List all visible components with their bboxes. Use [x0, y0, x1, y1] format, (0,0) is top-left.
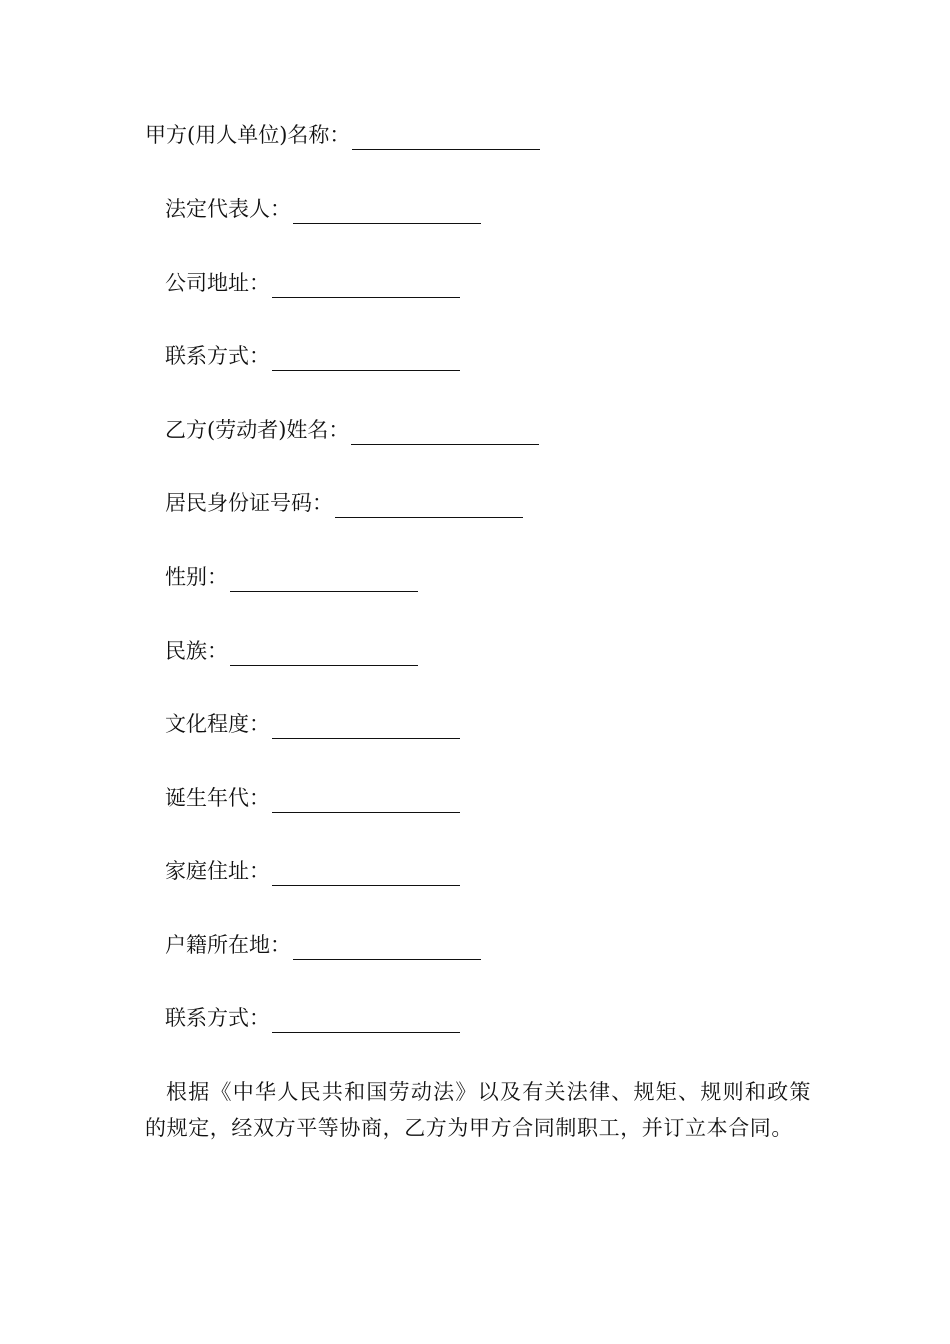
fill-in-blank[interactable] — [272, 790, 460, 813]
field-label: 性别： — [165, 565, 228, 589]
intro-paragraph: 根据《中华人民共和国劳动法》以及有关法律、规矩、规则和政策的规定，经双方平等协商，乙方为甲方合同制职工，并订立本合同。 — [145, 1080, 811, 1140]
field-label: 户籍所在地： — [165, 933, 291, 957]
fill-in-blank[interactable] — [351, 422, 539, 445]
gender-field — [165, 562, 418, 592]
fill-in-blank[interactable] — [293, 937, 481, 960]
fill-in-blank[interactable] — [272, 348, 460, 371]
field-label: 联系方式： — [165, 344, 270, 368]
household-registration-field — [165, 930, 481, 960]
birth-date-field — [165, 783, 460, 813]
fill-in-blank[interactable] — [272, 275, 460, 298]
fill-in-blank[interactable] — [272, 716, 460, 739]
field-label: 甲方(用人单位)名称： — [145, 123, 351, 147]
party-a-contact-field — [165, 341, 460, 371]
fill-in-blank[interactable] — [335, 495, 523, 518]
field-label: 文化程度： — [165, 712, 270, 736]
field-label: 法定代表人： — [165, 197, 291, 221]
fill-in-blank[interactable] — [272, 863, 460, 886]
field-label: 民族： — [165, 639, 228, 663]
field-label: 公司地址： — [165, 271, 270, 295]
fill-in-blank[interactable] — [352, 127, 540, 150]
party-b-contact-field — [165, 1003, 460, 1033]
field-label: 联系方式： — [165, 1006, 270, 1030]
field-label: 诞生年代： — [165, 786, 270, 810]
party-a-name-field — [145, 120, 540, 150]
education-field — [165, 709, 460, 739]
id-number-field — [165, 488, 523, 518]
ethnicity-field — [165, 636, 418, 666]
field-label: 居民身份证号码： — [165, 491, 333, 515]
legal-representative-field — [165, 194, 481, 224]
company-address-field — [165, 268, 460, 298]
party-b-name-field — [165, 415, 539, 445]
field-label: 家庭住址： — [165, 859, 270, 883]
fill-in-blank[interactable] — [272, 1010, 460, 1033]
field-label: 乙方(劳动者)姓名： — [165, 418, 350, 442]
fill-in-blank[interactable] — [230, 643, 418, 666]
home-address-field — [165, 856, 460, 886]
fill-in-blank[interactable] — [230, 569, 418, 592]
fill-in-blank[interactable] — [293, 201, 481, 224]
